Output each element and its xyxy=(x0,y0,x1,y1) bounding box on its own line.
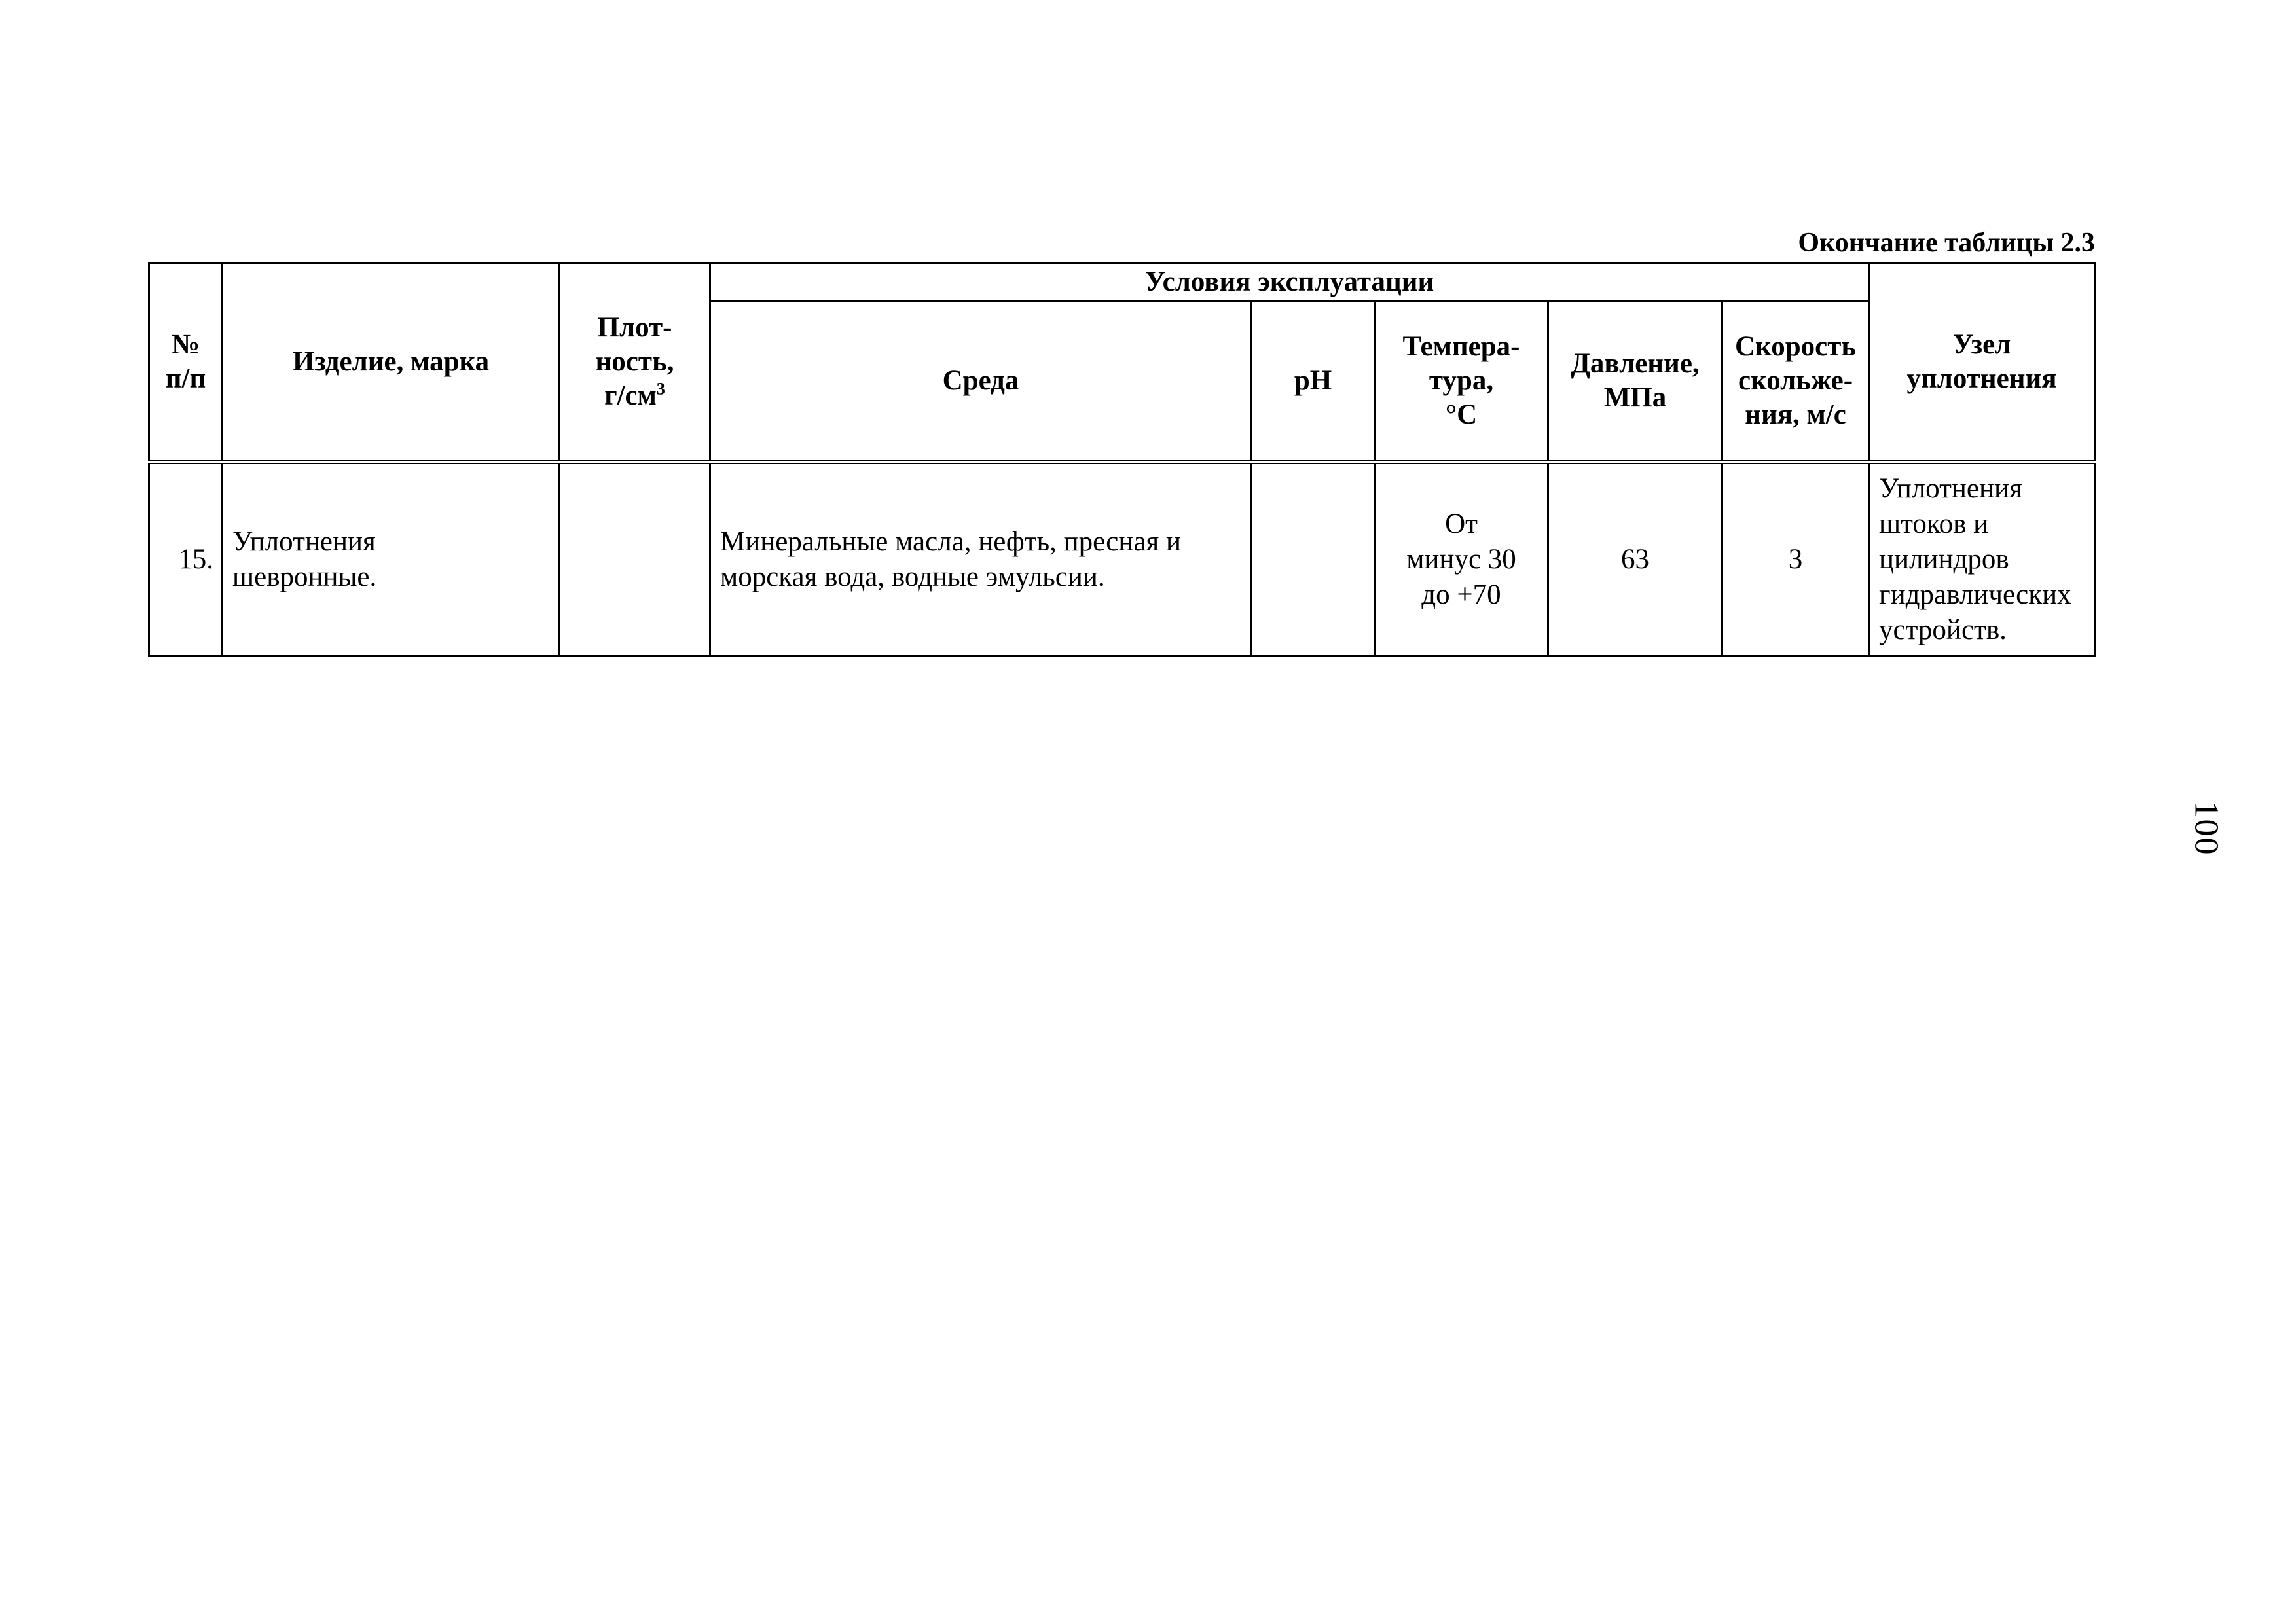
header-density-line2: ность, xyxy=(595,346,674,377)
header-row-top xyxy=(149,263,2095,302)
header-density-line3 xyxy=(560,379,709,413)
cell-seal-unit-line5: устройств. xyxy=(1879,615,2007,645)
header-speed-line2: скольже- xyxy=(1738,365,1853,396)
cell-num: 15. xyxy=(149,462,223,657)
cell-temperature-line1: От xyxy=(1445,509,1478,539)
cell-density xyxy=(560,462,710,657)
header-num-line2: п/п xyxy=(165,363,206,394)
cell-seal-unit-line2: штоков и xyxy=(1879,509,1989,539)
cell-temperature xyxy=(1375,462,1548,657)
cell-product-line1: Уплотнения xyxy=(232,526,376,557)
table-row xyxy=(149,462,2095,657)
header-temperature-line2: тура, xyxy=(1429,365,1494,396)
header-pressure-line1: Давление, xyxy=(1571,348,1700,379)
cell-seal-unit-line4: гидравлических xyxy=(1879,579,2071,610)
header-density-exponent: 3 xyxy=(656,379,665,399)
header-ph: pH xyxy=(1252,302,1375,462)
header-pressure xyxy=(1548,302,1722,462)
cell-pressure: 63 xyxy=(1548,462,1722,657)
header-speed xyxy=(1722,302,1869,462)
cell-medium-line1: Минеральные масла, нефть, пресная и xyxy=(720,526,1182,557)
specification-table xyxy=(148,262,2096,657)
header-temperature-line1: Темпера- xyxy=(1402,331,1520,362)
header-seal-unit-line2: уплотнения xyxy=(1906,363,2057,394)
cell-seal-unit-line3: цилиндров xyxy=(1879,544,2009,575)
cell-product-line2: шевронные. xyxy=(232,562,377,592)
header-pressure-line2: МПа xyxy=(1603,382,1667,413)
header-medium: Среда xyxy=(710,302,1252,462)
header-density-unit: г/см xyxy=(604,380,657,411)
header-speed-line1: Скорость xyxy=(1734,331,1857,362)
cell-speed: 3 xyxy=(1722,462,1869,657)
page-number xyxy=(2180,782,2232,874)
cell-seal-unit-line1: Уплотнения xyxy=(1879,473,2022,504)
header-num xyxy=(149,263,223,462)
header-temperature xyxy=(1375,302,1548,462)
cell-ph xyxy=(1252,462,1375,657)
cell-medium-line2: морская вода, водные эмульсии. xyxy=(720,562,1105,592)
page-number-text: 100 xyxy=(2187,801,2225,856)
header-speed-line3: ния, м/с xyxy=(1745,399,1846,430)
cell-temperature-line2: минус 30 xyxy=(1406,544,1516,575)
header-product: Изделие, марка xyxy=(223,263,560,462)
table-caption: Окончание таблицы 2.3 xyxy=(1798,228,2095,258)
header-conditions-group: Условия эксплуатации xyxy=(710,263,1869,302)
cell-seal-unit xyxy=(1869,462,2095,657)
header-seal-unit xyxy=(1869,263,2095,462)
header-seal-unit-line1: Узел xyxy=(1952,329,2011,360)
header-density-line1: Плот- xyxy=(597,312,672,343)
cell-temperature-line3: до +70 xyxy=(1421,579,1501,610)
header-temperature-line3: °С xyxy=(1445,399,1478,430)
header-num-line1: № xyxy=(171,329,200,360)
cell-product xyxy=(223,462,560,657)
header-density xyxy=(560,263,710,462)
cell-medium xyxy=(710,462,1252,657)
